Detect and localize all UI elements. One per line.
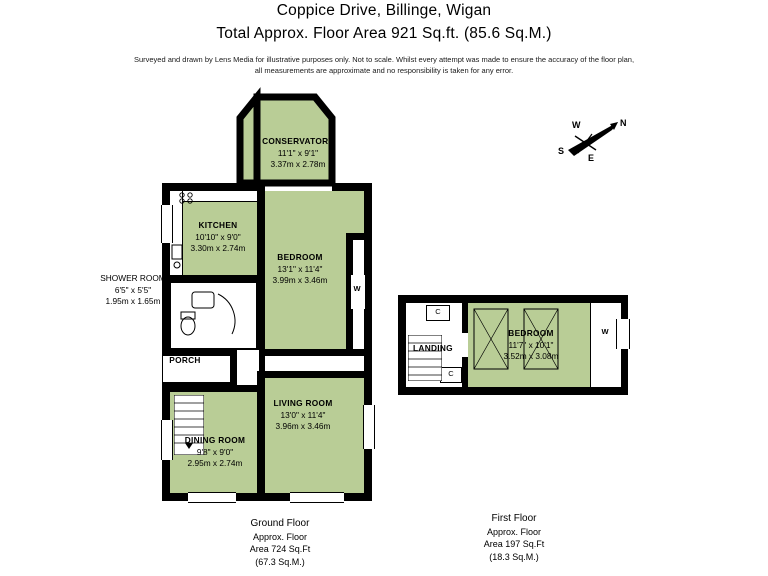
ground-floor-footer-line2: Area 724 Sq.Ft (249, 544, 311, 554)
wall-right-upper-step (364, 183, 372, 238)
wall-right-outer (364, 233, 372, 501)
landing-name: LANDING (413, 343, 453, 353)
first-floor-footer-title: First Floor (491, 513, 537, 524)
first-floor-footer-line1: Approx. Floor (486, 526, 542, 537)
page-subtitle: Total Approx. Floor Area 921 Sq.ft. (85.6 Sq.M.) (216, 25, 552, 42)
ground-floor-footer-line3: (67.3 Sq.M.) (255, 556, 305, 567)
cupboard-top: C (426, 305, 450, 321)
bedroom-first-imperial: 11'7" x 10'1" (508, 339, 554, 350)
compass-label-e: E (588, 153, 595, 163)
kitchen-name: KITCHEN (198, 220, 238, 230)
wall-living-top (257, 371, 372, 378)
kitchen-label (170, 220, 266, 255)
ff-wall-landing-right-lower (462, 357, 468, 387)
living-room-name: LIVING ROOM (273, 398, 333, 408)
wall-bedroom-bottom (257, 349, 372, 356)
wall-porch-right (230, 355, 237, 385)
dining-room-name: DINING ROOM (184, 435, 246, 445)
window-living-right (363, 405, 375, 449)
ff-wall-landing-right (462, 303, 468, 333)
ground-floor-footer-title: Ground Floor (250, 518, 310, 529)
compass-needle-icon (548, 108, 644, 168)
living-room-imperial: 13'0" x 11'4" (280, 409, 326, 420)
dining-room-metric: 2.95m x 2.74m (187, 458, 243, 468)
kitchen-metric: 3.30m x 2.74m (190, 243, 246, 253)
hallway-fill (237, 350, 259, 390)
compass-label-w: W (572, 120, 581, 130)
bedroom-ground-name: BEDROOM (277, 252, 323, 262)
dining-room-imperial: 9'8" x 9'0" (196, 446, 234, 457)
conservatory-name: CONSERVATORY (262, 136, 334, 146)
bedroom-ground-metric: 3.99m x 3.46m (272, 275, 328, 285)
first-floor-footer-line3: (18.3 Sq.M.) (489, 551, 539, 562)
compass-label-n: N (620, 118, 627, 128)
landing-label (400, 343, 466, 355)
porch-label (160, 355, 210, 367)
bedroom-first-name: BEDROOM (508, 328, 554, 338)
bedroom-ground-imperial: 13'1" x 11'4" (277, 263, 323, 274)
page-title: Coppice Drive, Billinge, Wigan (276, 2, 492, 19)
living-room-label (253, 398, 353, 433)
wall-bedroom-right-top (346, 233, 372, 240)
shower-room-metric: 1.95m x 1.65m (105, 296, 161, 306)
porch-name: PORCH (169, 355, 201, 365)
bedroom-first-label (476, 328, 586, 363)
conservatory-metric: 3.37m x 2.78m (270, 159, 326, 169)
ground-floor-footer (210, 518, 350, 568)
first-floor-footer-line2: Area 197 Sq.Ft (483, 539, 545, 549)
shower-room-label (78, 273, 188, 308)
disclaimer-line-1: Surveyed and drawn by Lens Media for illustrative purposes only. Not to scale. Whilst every attempt was made to ensure the accuracy of the floor plan, (133, 55, 635, 64)
bedroom-first-metric: 3.52m x 3.08m (503, 351, 559, 361)
window-marker-first: W (601, 327, 609, 336)
stairs-first-icon (408, 335, 442, 381)
conservatory-label (238, 136, 358, 171)
compass-label-s: S (558, 146, 565, 156)
shower-room-name: SHOWER ROOM (100, 273, 166, 283)
dining-room-label (165, 435, 265, 470)
window-marker-ground: W (353, 284, 361, 293)
conservatory-imperial: 11'1" x 9'1" (277, 147, 319, 158)
window-living-bottom (290, 492, 344, 503)
window-dining-bottom (188, 492, 236, 503)
wall-dining-top (162, 385, 265, 392)
shower-room-imperial: 6'5" x 5'5" (114, 284, 152, 295)
bedroom-ground-label (250, 252, 350, 287)
ground-floor-footer-line1: Approx. Floor (252, 531, 308, 542)
compass-rose (548, 108, 644, 168)
living-room-metric: 3.96m x 3.46m (275, 421, 331, 431)
ff-wall-bottom (398, 387, 628, 395)
ff-wall-top (398, 295, 628, 303)
cupboard-bottom: C (440, 367, 462, 383)
disclaimer-line-2: all measurements are approximate and no responsibility is taken for any error. (254, 66, 514, 75)
first-floor-footer (444, 513, 584, 563)
hob-icon (176, 189, 216, 205)
window-bedroom-first (616, 319, 630, 349)
kitchen-imperial: 10'10" x 9'0" (195, 231, 241, 242)
